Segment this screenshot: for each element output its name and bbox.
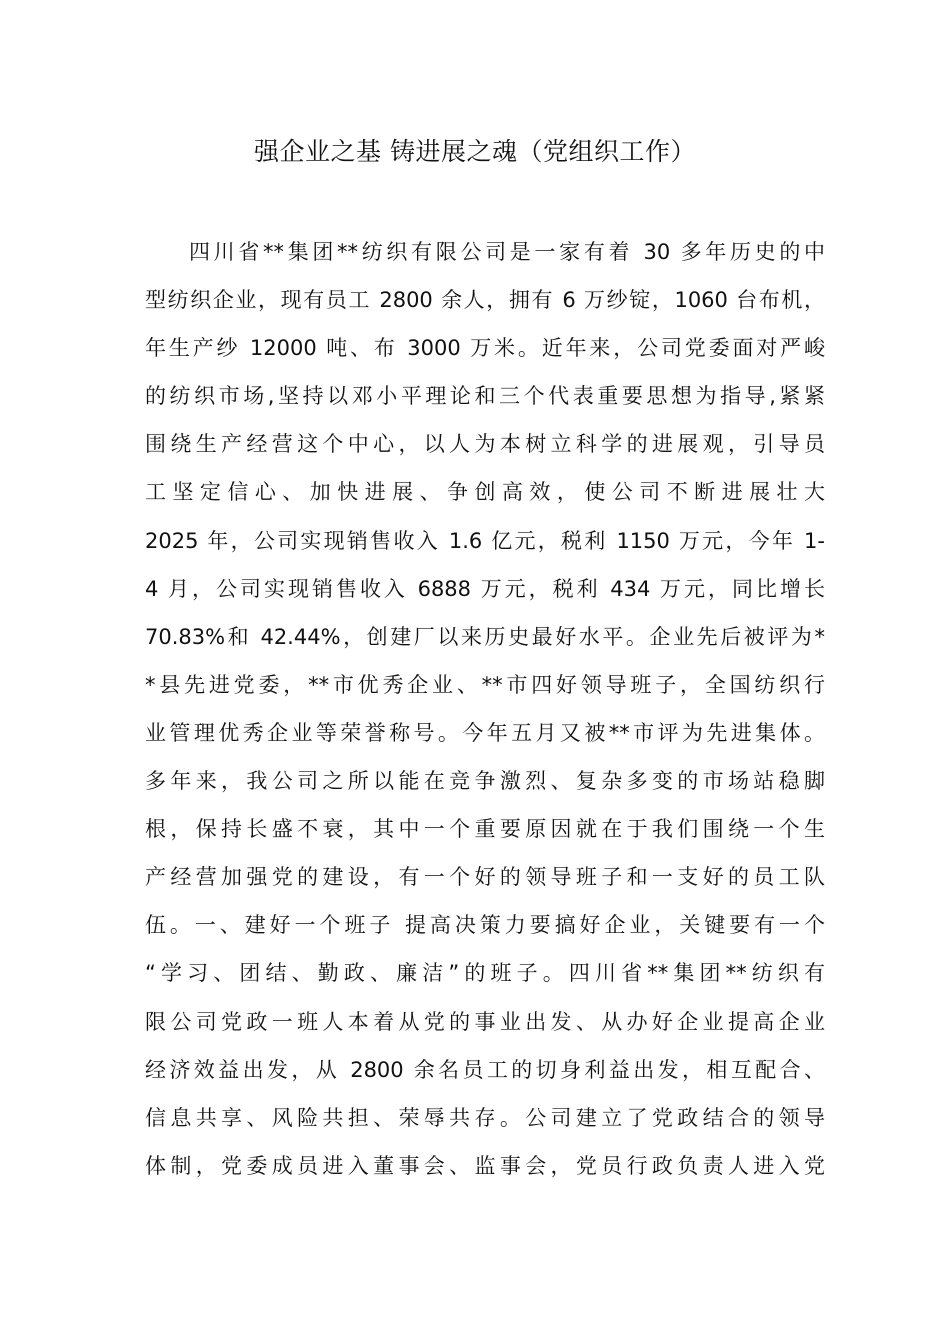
- paragraph-line: 体制，党委成员进入董事会、监事会，党员行政负责人进入党: [145, 1153, 825, 1178]
- paragraph-line: 2025 年，公司实现销售收入 1.6 亿元，税利 1150 万元，今年 1-: [145, 528, 825, 553]
- paragraph-line: 根，保持长盛不衰，其中一个重要原因就在于我们围绕一个生: [145, 817, 825, 842]
- document-title: 强企业之基 铸进展之魂（党组织工作）: [254, 137, 696, 166]
- paragraph-line: 信息共享、风险共担、荣辱共存。公司建立了党政结合的领导: [145, 1105, 825, 1130]
- paragraph-line: 4 月，公司实现销售收入 6888 万元，税利 434 万元，同比增长: [145, 576, 825, 601]
- paragraph-line: 70.83%和 42.44%，创建厂以来历史最好水平。企业先后被评为*: [145, 624, 825, 649]
- paragraph-line: 经济效益出发，从 2800 余名员工的切身利益出发，相互配合、: [145, 1057, 825, 1082]
- paragraph-line: 限公司党政一班人本着从党的事业出发、从办好企业提高企业: [145, 1009, 825, 1034]
- paragraph-line: 四川省**集团**纺织有限公司是一家有着 30 多年历史的中: [189, 240, 825, 264]
- body-text: [145, 228, 825, 1190]
- paragraph-line: 的纺织市场,坚持以邓小平理论和三个代表重要思想为指导,紧紧: [145, 384, 825, 409]
- paragraph-line: 业管理优秀企业等荣誉称号。今年五月又被**市评为先进集体。: [145, 720, 825, 745]
- paragraph-line: 多年来，我公司之所以能在竞争激烈、复杂多变的市场站稳脚: [145, 769, 825, 794]
- paragraph-line: 伍。一、建好一个班子 提高决策力要搞好企业，关键要有一个: [145, 913, 825, 938]
- paragraph-line: 围绕生产经营这个中心，以人为本树立科学的进展观，引导员: [145, 432, 825, 457]
- paragraph-line: *县先进党委，**市优秀企业、**市四好领导班子，全国纺织行: [145, 672, 825, 697]
- paragraph-line: 型纺织企业，现有员工 2800 余人，拥有 6 万纱锭，1060 台布机，: [145, 288, 825, 313]
- paragraph-line: “学习、团结、勤政、廉洁”的班子。四川省**集团**纺织有: [145, 961, 825, 986]
- paragraph-line: 产经营加强党的建设，有一个好的领导班子和一支好的员工队: [145, 865, 825, 890]
- paragraph-line: 工坚定信心、加快进展、争创高效，使公司不断进展壮大: [145, 480, 825, 505]
- paragraph-line: 年生产纱 12000 吨、布 3000 万米。近年来，公司党委面对严峻: [145, 336, 825, 361]
